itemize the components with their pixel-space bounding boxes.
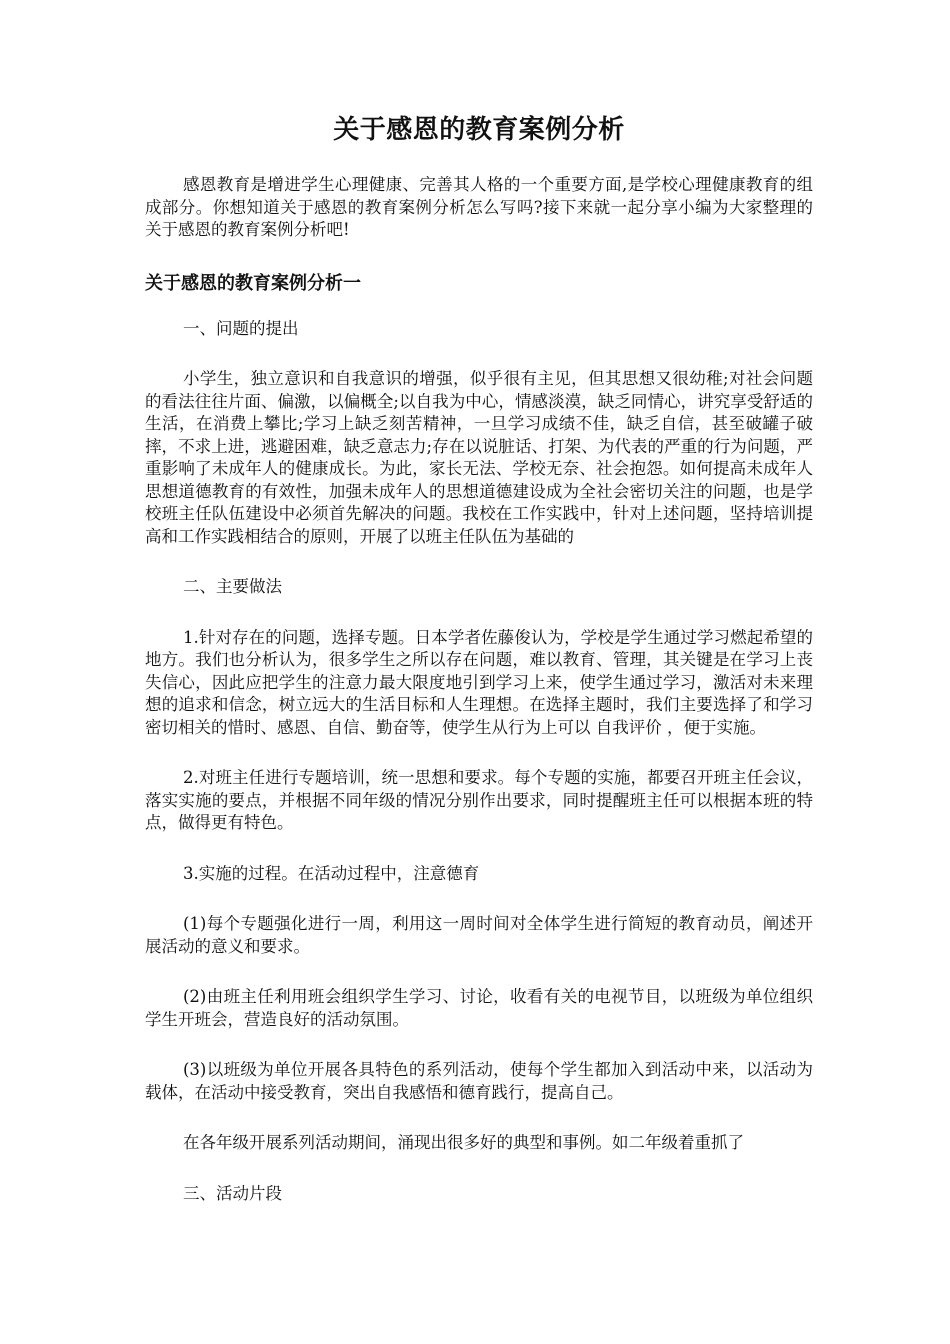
paragraph-step-1: (1)每个专题强化进行一周，利用这一周时间对全体学生进行简短的教育动员，阐述开展活动的意义和要求。 bbox=[145, 914, 813, 956]
subheading-problem: 一、问题的提出 bbox=[183, 318, 299, 338]
paragraph-step-2: (2)由班主任利用班会组织学生学习、讨论，收看有关的电视节目，以班级为单位组织学生开班会，营造良好的活动氛围。 bbox=[145, 987, 813, 1029]
paragraph-method-3: 3.实施的过程。在活动过程中，注意德育 bbox=[183, 863, 480, 883]
paragraph-method-2: 2.对班主任进行专题培训，统一思想和要求。每个专题的实施，都要召开班主任会议，落实实施的要点，并根据不同年级的情况分别作出要求，同时提醒班主任可以根据本班的特点，做得更有特色。 bbox=[145, 768, 813, 832]
document-title: 关于感恩的教育案例分析 bbox=[333, 115, 625, 145]
subheading-methods: 二、主要做法 bbox=[183, 577, 282, 596]
intro-paragraph: 感恩教育是增进学生心理健康、完善其人格的一个重要方面,是学校心理健康教育的组成部分。你想知道关于感恩的教育案例分析怎么写吗?接下来就一起分享小编为大家整理的关于感恩的教育案例分析吧! bbox=[145, 175, 813, 239]
paragraph-problem: 小学生，独立意识和自我意识的增强，似乎很有主见，但其思想又很幼稚;对社会问题的看法往往片面、偏激，以偏概全;以自我为中心，情感淡漠，缺乏同情心，讲究享受舒适的生活，在消费上攀比;学习上缺乏刻苦精神，一旦学习成绩不佳，缺乏自信，甚至破罐子破摔，不求上进，逃避困难，缺乏意志力;存在以说脏话、打架、为代表的严重的行为问题，严重影响了未成年人的健康成长。为此，家长无法、学校无奈、社会抱怨。如何提高未成年人思想道德教育的有效性，加强未成年人的思想道德建设成为全社会密切关注的问题，也是学校班主任队伍建设中必须首先解决的问题。我校在工作实践中，针对上述问题，坚持培训提高和工作实践相结合的原则，开展了以班主任队伍为基础的 bbox=[145, 369, 813, 546]
paragraph-method-1: 1.针对存在的问题，选择专题。日本学者佐藤俊认为，学校是学生通过学习燃起希望的地方。我们也分析认为，很多学生之所以存在问题，难以教育、管理，其关键是在学习上丧失信心，因此应把学生的注意力最大限度地引到学习上来，使学生通过学习，激活对未来理想的追求和信念，树立远大的生活目标和人生理想。在选择主题时，我们主要选择了和学习密切相关的惜时、感恩、自信、勤奋等，使学生从行为上可以 自我评价 ，便于实施。 bbox=[145, 627, 813, 737]
document-page bbox=[145, 112, 813, 1233]
paragraph-step-3: (3)以班级为单位开展各具特色的系列活动，使每个学生都加入到活动中来，以活动为载体，在活动中接受教育，突出自我感悟和德育践行，提高自己。 bbox=[145, 1060, 813, 1102]
subheading-activities: 三、活动片段 bbox=[183, 1183, 282, 1203]
section-heading: 关于感恩的教育案例分析一 bbox=[145, 272, 361, 294]
paragraph-examples: 在各年级开展系列活动期间，涌现出很多好的典型和事例。如二年级着重抓了 bbox=[183, 1133, 744, 1152]
